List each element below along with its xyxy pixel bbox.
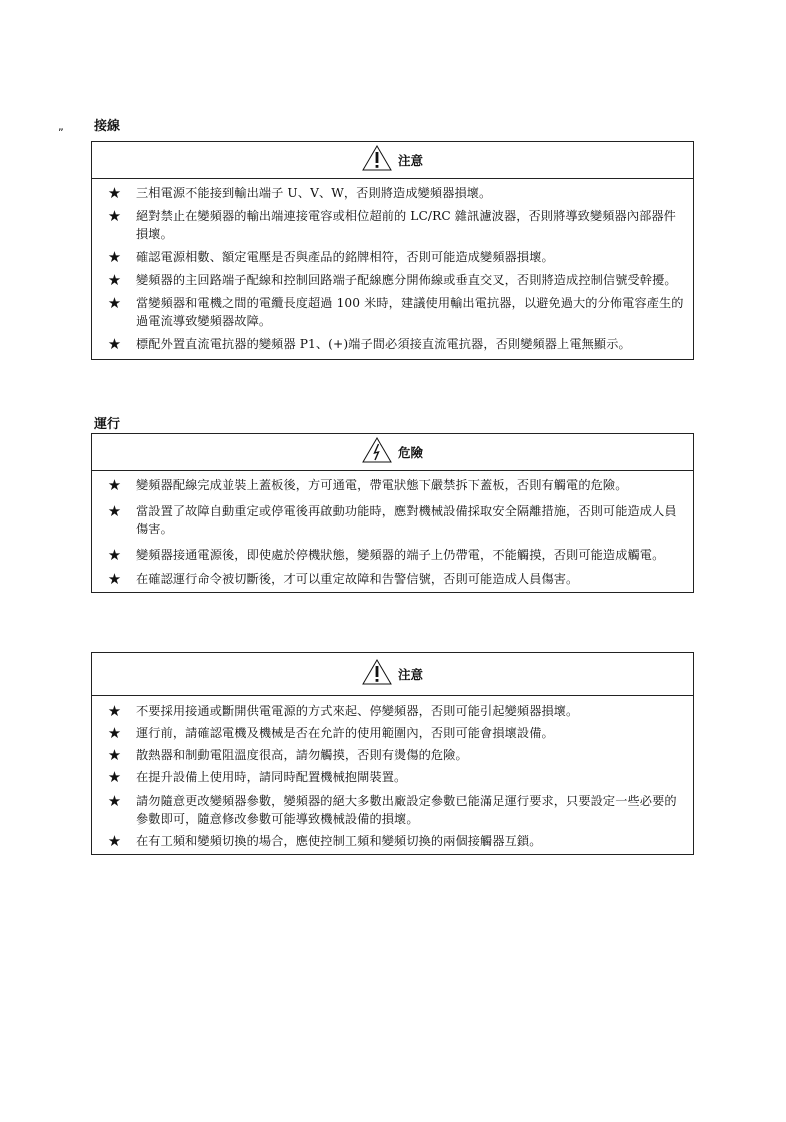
star-icon: ★ [107,768,122,786]
star-icon: ★ [107,570,122,588]
list-item [92,746,693,764]
list-item [92,476,693,494]
caution-list [92,179,693,359]
box-header [92,142,693,179]
page-mark: „ [58,120,64,133]
star-icon: ★ [107,271,122,289]
star-icon: ★ [107,832,122,850]
list-item-text: 當設置了故障自動重定或停電後再啟動功能時，應對機械設備採取安全隔離措施，否則可能造成人員傷害。 [136,504,677,536]
caution-list [92,696,693,854]
danger-label: 危險 [397,445,423,460]
list-item [92,271,693,289]
list-item [92,724,693,742]
list-item-text: 散熱器和制動電阻溫度很高，請勿觸摸，否則有燙傷的危險。 [136,748,468,762]
list-item [92,832,693,850]
exclamation-warning-icon [362,145,392,171]
list-item [92,792,693,828]
list-item-text: 在提升設備上使用時，請同時配置機械抱閘裝置。 [136,770,407,784]
list-item [92,702,693,720]
list-item-text: 在確認運行命令被切斷後，才可以重定故障和告警信號，否則可能造成人員傷害。 [136,572,579,586]
list-item-text: 請勿隨意更改變頻器參數，變頻器的絕大多數出廠設定參數已能滿足運行要求，只要設定一些必要的參數即可，隨意修改參數可能導致機械設備的損壞。 [136,794,677,826]
exclamation-warning-icon [362,659,392,685]
caution-box-operation [91,652,694,855]
list-item-text: 變頻器配線完成並裝上蓋板後，方可通電，帶電狀態下嚴禁拆下蓋板，否則有觸電的危險。 [136,478,628,492]
star-icon: ★ [107,335,122,353]
star-icon: ★ [107,248,122,266]
star-icon: ★ [107,724,122,742]
star-icon: ★ [107,792,122,810]
list-item [92,570,693,588]
list-item-text: 絕對禁止在變頻器的輸出端連接電容或相位超前的 LC/RC 雜訊濾波器，否則將導致變頻器內部器件損壞。 [136,209,676,241]
electric-shock-warning-icon [362,437,392,463]
section-heading-wiring: 接線 [94,119,121,134]
section-heading-operation: 運行 [94,417,121,432]
star-icon: ★ [107,184,122,202]
list-item-text: 確認電源相數、額定電壓是否與產品的銘牌相符，否則可能造成變頻器損壞。 [136,250,554,264]
danger-list [92,471,693,592]
list-item-text: 不要採用接通或斷開供電電源的方式來起、停變頻器，否則可能引起變頻器損壞。 [136,704,579,718]
star-icon: ★ [107,546,122,564]
list-item-text: 運行前，請確認電機及機械是否在允許的使用範圍內，否則可能會損壞設備。 [136,726,554,740]
list-item [92,294,693,330]
list-item [92,546,693,564]
caution-label: 注意 [397,667,423,682]
list-item [92,502,693,538]
box-header [92,653,693,696]
danger-box-operation [91,433,694,593]
list-item-text: 當變頻器和電機之間的電纜長度超過 100 米時，建議使用輸出電抗器，以避免過大的分佈電容產生的過電流導致變頻器故障。 [136,296,684,328]
list-item-text: 標配外置直流電抗器的變頻器 P1、(+)端子間必須接直流電抗器，否則變頻器上電無顯示。 [136,337,631,351]
box-header [92,434,693,471]
list-item-text: 變頻器接通電源後，即使處於停機狀態，變頻器的端子上仍帶電，不能觸摸，否則可能造成觸電。 [136,548,665,562]
list-item [92,335,693,353]
list-item [92,184,693,202]
star-icon: ★ [107,294,122,312]
list-item-text: 在有工頻和變頻切換的場合，應使控制工頻和變頻切換的兩個接觸器互鎖。 [136,834,542,848]
caution-label: 注意 [397,153,423,168]
star-icon: ★ [107,476,122,494]
caution-box-wiring [91,141,694,360]
star-icon: ★ [107,746,122,764]
list-item-text: 三相電源不能接到輸出端子 U、V、W，否則將造成變頻器損壞。 [136,186,492,200]
star-icon: ★ [107,502,122,520]
list-item [92,768,693,786]
star-icon: ★ [107,207,122,225]
list-item-text: 變頻器的主回路端子配線和控制回路端子配線應分開佈線或垂直交叉，否則將造成控制信號受幹擾。 [136,273,677,287]
star-icon: ★ [107,702,122,720]
list-item [92,248,693,266]
list-item [92,207,693,243]
